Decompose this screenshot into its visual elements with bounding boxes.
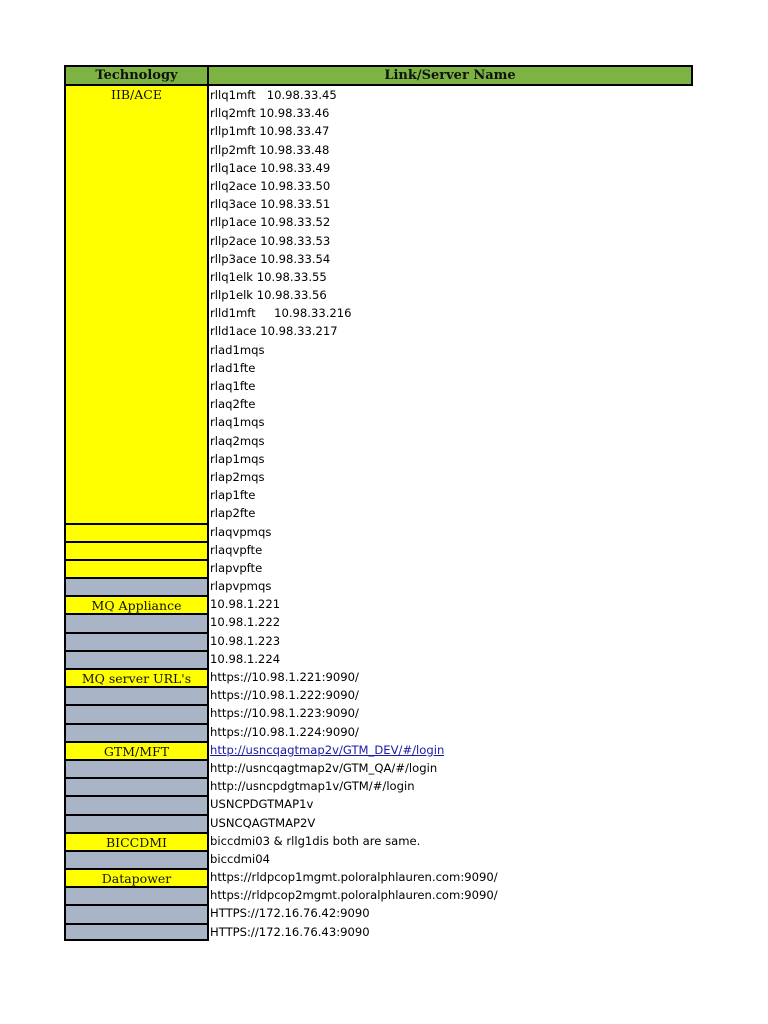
table-row xyxy=(64,177,693,195)
technology-cell xyxy=(64,468,209,486)
technology-cell xyxy=(64,450,209,468)
link-column-header: Link/Server Name xyxy=(209,65,693,86)
link-cell: rlld1ace 10.98.33.217 xyxy=(210,324,338,339)
link-cell: https://rldpcop2mgmt.poloralphlauren.com:9090/ xyxy=(210,888,498,903)
table-row xyxy=(64,468,693,486)
link-cell: rllp2ace 10.98.33.53 xyxy=(210,233,331,248)
link-cell: 10.98.1.224 xyxy=(210,651,281,666)
link-cell: rlap2fte xyxy=(210,506,256,521)
technology-cell: BICCDMI xyxy=(64,832,209,850)
link-cell: https://rldpcop1mgmt.poloralphlauren.com:9090/ xyxy=(210,870,498,885)
link-cell: rlaqvpmqs xyxy=(210,524,272,539)
link-cell: rlap1fte xyxy=(210,488,256,503)
link-cell: 10.98.1.223 xyxy=(210,633,281,648)
table-row xyxy=(64,286,693,304)
table-row xyxy=(64,450,693,468)
link-cell: rlad1fte xyxy=(210,360,256,375)
link-cell: rllp1mft 10.98.33.47 xyxy=(210,124,330,139)
link-cell: HTTPS://172.16.76.43:9090 xyxy=(210,924,370,939)
technology-cell xyxy=(64,195,209,213)
technology-cell xyxy=(64,904,209,922)
technology-cell: Datapower xyxy=(64,868,209,886)
table-row xyxy=(64,814,693,832)
table-row xyxy=(64,577,693,595)
table-row xyxy=(64,304,693,322)
table-row xyxy=(64,322,693,340)
link-cell: rllq1ace 10.98.33.49 xyxy=(210,160,331,175)
technology-cell xyxy=(64,268,209,286)
technology-cell xyxy=(64,304,209,322)
link-cell: rlaqvpfte xyxy=(210,542,263,557)
technology-cell xyxy=(64,850,209,868)
link-cell: biccdmi04 xyxy=(210,851,270,866)
link-cell: rllq2ace 10.98.33.50 xyxy=(210,178,331,193)
table-row xyxy=(64,486,693,504)
link-cell: rlap1mqs xyxy=(210,451,265,466)
technology-cell xyxy=(64,104,209,122)
technology-cell xyxy=(64,377,209,395)
table-row xyxy=(64,923,693,941)
technology-cell xyxy=(64,686,209,704)
technology-cell xyxy=(64,213,209,231)
table-row xyxy=(64,559,693,577)
table-row xyxy=(64,850,693,868)
link-cell: https://10.98.1.223:9090/ xyxy=(210,706,359,721)
technology-cell xyxy=(64,650,209,668)
table-row xyxy=(64,504,693,522)
technology-cell xyxy=(64,759,209,777)
link-cell: rlaq1fte xyxy=(210,379,256,393)
link-cell: http://usncqagtmap2v/GTM_QA/#/login xyxy=(210,760,438,775)
link-cell: rlap2mqs xyxy=(210,469,265,484)
table-row xyxy=(64,541,693,559)
technology-cell xyxy=(64,886,209,904)
link-cell: rlaq2mqs xyxy=(210,433,265,448)
table-row xyxy=(64,723,693,741)
table-row xyxy=(64,377,693,395)
technology-cell xyxy=(64,523,209,541)
technology-cell xyxy=(64,613,209,631)
technology-cell xyxy=(64,159,209,177)
technology-cell xyxy=(64,232,209,250)
link-cell: http://usncpdgtmap1v/GTM/#/login xyxy=(210,779,415,794)
table-row xyxy=(64,632,693,650)
link-cell: rlapvpfte xyxy=(210,560,263,575)
link-cell: https://10.98.1.222:9090/ xyxy=(210,688,359,703)
table-row xyxy=(64,195,693,213)
technology-cell xyxy=(64,413,209,431)
technology-column-header: Technology xyxy=(64,65,209,86)
table-row xyxy=(64,232,693,250)
link-cell: rlapvpmqs xyxy=(210,579,272,594)
link-cell: rlaq1mqs xyxy=(210,415,265,430)
technology-cell xyxy=(64,504,209,522)
table-row xyxy=(64,904,693,922)
hyperlink-cell[interactable]: http://usncqagtmap2v/GTM_DEV/#/login xyxy=(210,742,445,757)
table-row xyxy=(64,686,693,704)
technology-cell xyxy=(64,122,209,140)
link-cell: rllp2mft 10.98.33.48 xyxy=(210,142,330,157)
technology-cell xyxy=(64,777,209,795)
table-row xyxy=(64,359,693,377)
technology-cell xyxy=(64,704,209,722)
table-row xyxy=(64,868,693,886)
table-row xyxy=(64,886,693,904)
table-row xyxy=(64,122,693,140)
table-row xyxy=(64,832,693,850)
technology-cell xyxy=(64,177,209,195)
technology-cell xyxy=(64,432,209,450)
table-row xyxy=(64,523,693,541)
technology-cell xyxy=(64,486,209,504)
table-row xyxy=(64,341,693,359)
link-cell: rllp3ace 10.98.33.54 xyxy=(210,251,331,266)
table-row xyxy=(64,104,693,122)
table-row xyxy=(64,795,693,813)
technology-cell xyxy=(64,923,209,941)
table-row xyxy=(64,395,693,413)
link-cell: rllq2mft 10.98.33.46 xyxy=(210,106,330,121)
technology-cell: MQ server URL's xyxy=(64,668,209,686)
technology-cell xyxy=(64,559,209,577)
link-cell: https://10.98.1.221:9090/ xyxy=(210,670,359,684)
link-cell: rllq3ace 10.98.33.51 xyxy=(210,197,331,212)
table-row xyxy=(64,86,693,104)
link-cell: 10.98.1.221 xyxy=(210,597,281,612)
link-cell: rllp1elk 10.98.33.56 xyxy=(210,288,327,303)
table-row xyxy=(64,413,693,431)
technology-cell xyxy=(64,395,209,413)
technology-cell xyxy=(64,723,209,741)
table-row xyxy=(64,613,693,631)
link-cell: 10.98.1.222 xyxy=(210,615,281,630)
technology-cell xyxy=(64,632,209,650)
technology-cell xyxy=(64,814,209,832)
link-cell: https://10.98.1.224:9090/ xyxy=(210,724,359,739)
link-cell: rllq1elk 10.98.33.55 xyxy=(210,269,327,284)
link-cell: rllq1mft 10.98.33.45 xyxy=(210,88,337,102)
technology-cell xyxy=(64,250,209,268)
link-cell: rlaq2fte xyxy=(210,397,256,412)
technology-cell xyxy=(64,341,209,359)
table-row xyxy=(64,759,693,777)
table-row xyxy=(64,432,693,450)
link-cell: rlad1mqs xyxy=(210,342,265,357)
table-row xyxy=(64,668,693,686)
link-cell: biccdmi03 & rllg1dis both are same. xyxy=(210,833,421,848)
technology-cell: MQ Appliance xyxy=(64,595,209,613)
table-row xyxy=(64,741,693,759)
server-table xyxy=(64,65,693,941)
technology-cell xyxy=(64,359,209,377)
link-cell: rllp1ace 10.98.33.52 xyxy=(210,215,331,230)
link-cell: HTTPS://172.16.76.42:9090 xyxy=(210,906,370,921)
link-cell: USNCPDGTMAP1v xyxy=(210,797,314,812)
technology-cell: GTM/MFT xyxy=(64,741,209,759)
table-header xyxy=(64,65,693,86)
table-row xyxy=(64,159,693,177)
table-row xyxy=(64,141,693,159)
table-row xyxy=(64,268,693,286)
table-row xyxy=(64,777,693,795)
technology-cell xyxy=(64,541,209,559)
technology-cell: IIB/ACE xyxy=(64,86,209,104)
table-body xyxy=(64,86,693,941)
table-row xyxy=(64,213,693,231)
table-row xyxy=(64,250,693,268)
technology-cell xyxy=(64,795,209,813)
link-cell: rlld1mft 10.98.33.216 xyxy=(210,306,352,321)
table-row xyxy=(64,704,693,722)
technology-cell xyxy=(64,322,209,340)
technology-cell xyxy=(64,141,209,159)
link-cell: USNCQAGTMAP2V xyxy=(210,815,316,830)
table-row xyxy=(64,595,693,613)
technology-cell xyxy=(64,577,209,595)
table-row xyxy=(64,650,693,668)
technology-cell xyxy=(64,286,209,304)
